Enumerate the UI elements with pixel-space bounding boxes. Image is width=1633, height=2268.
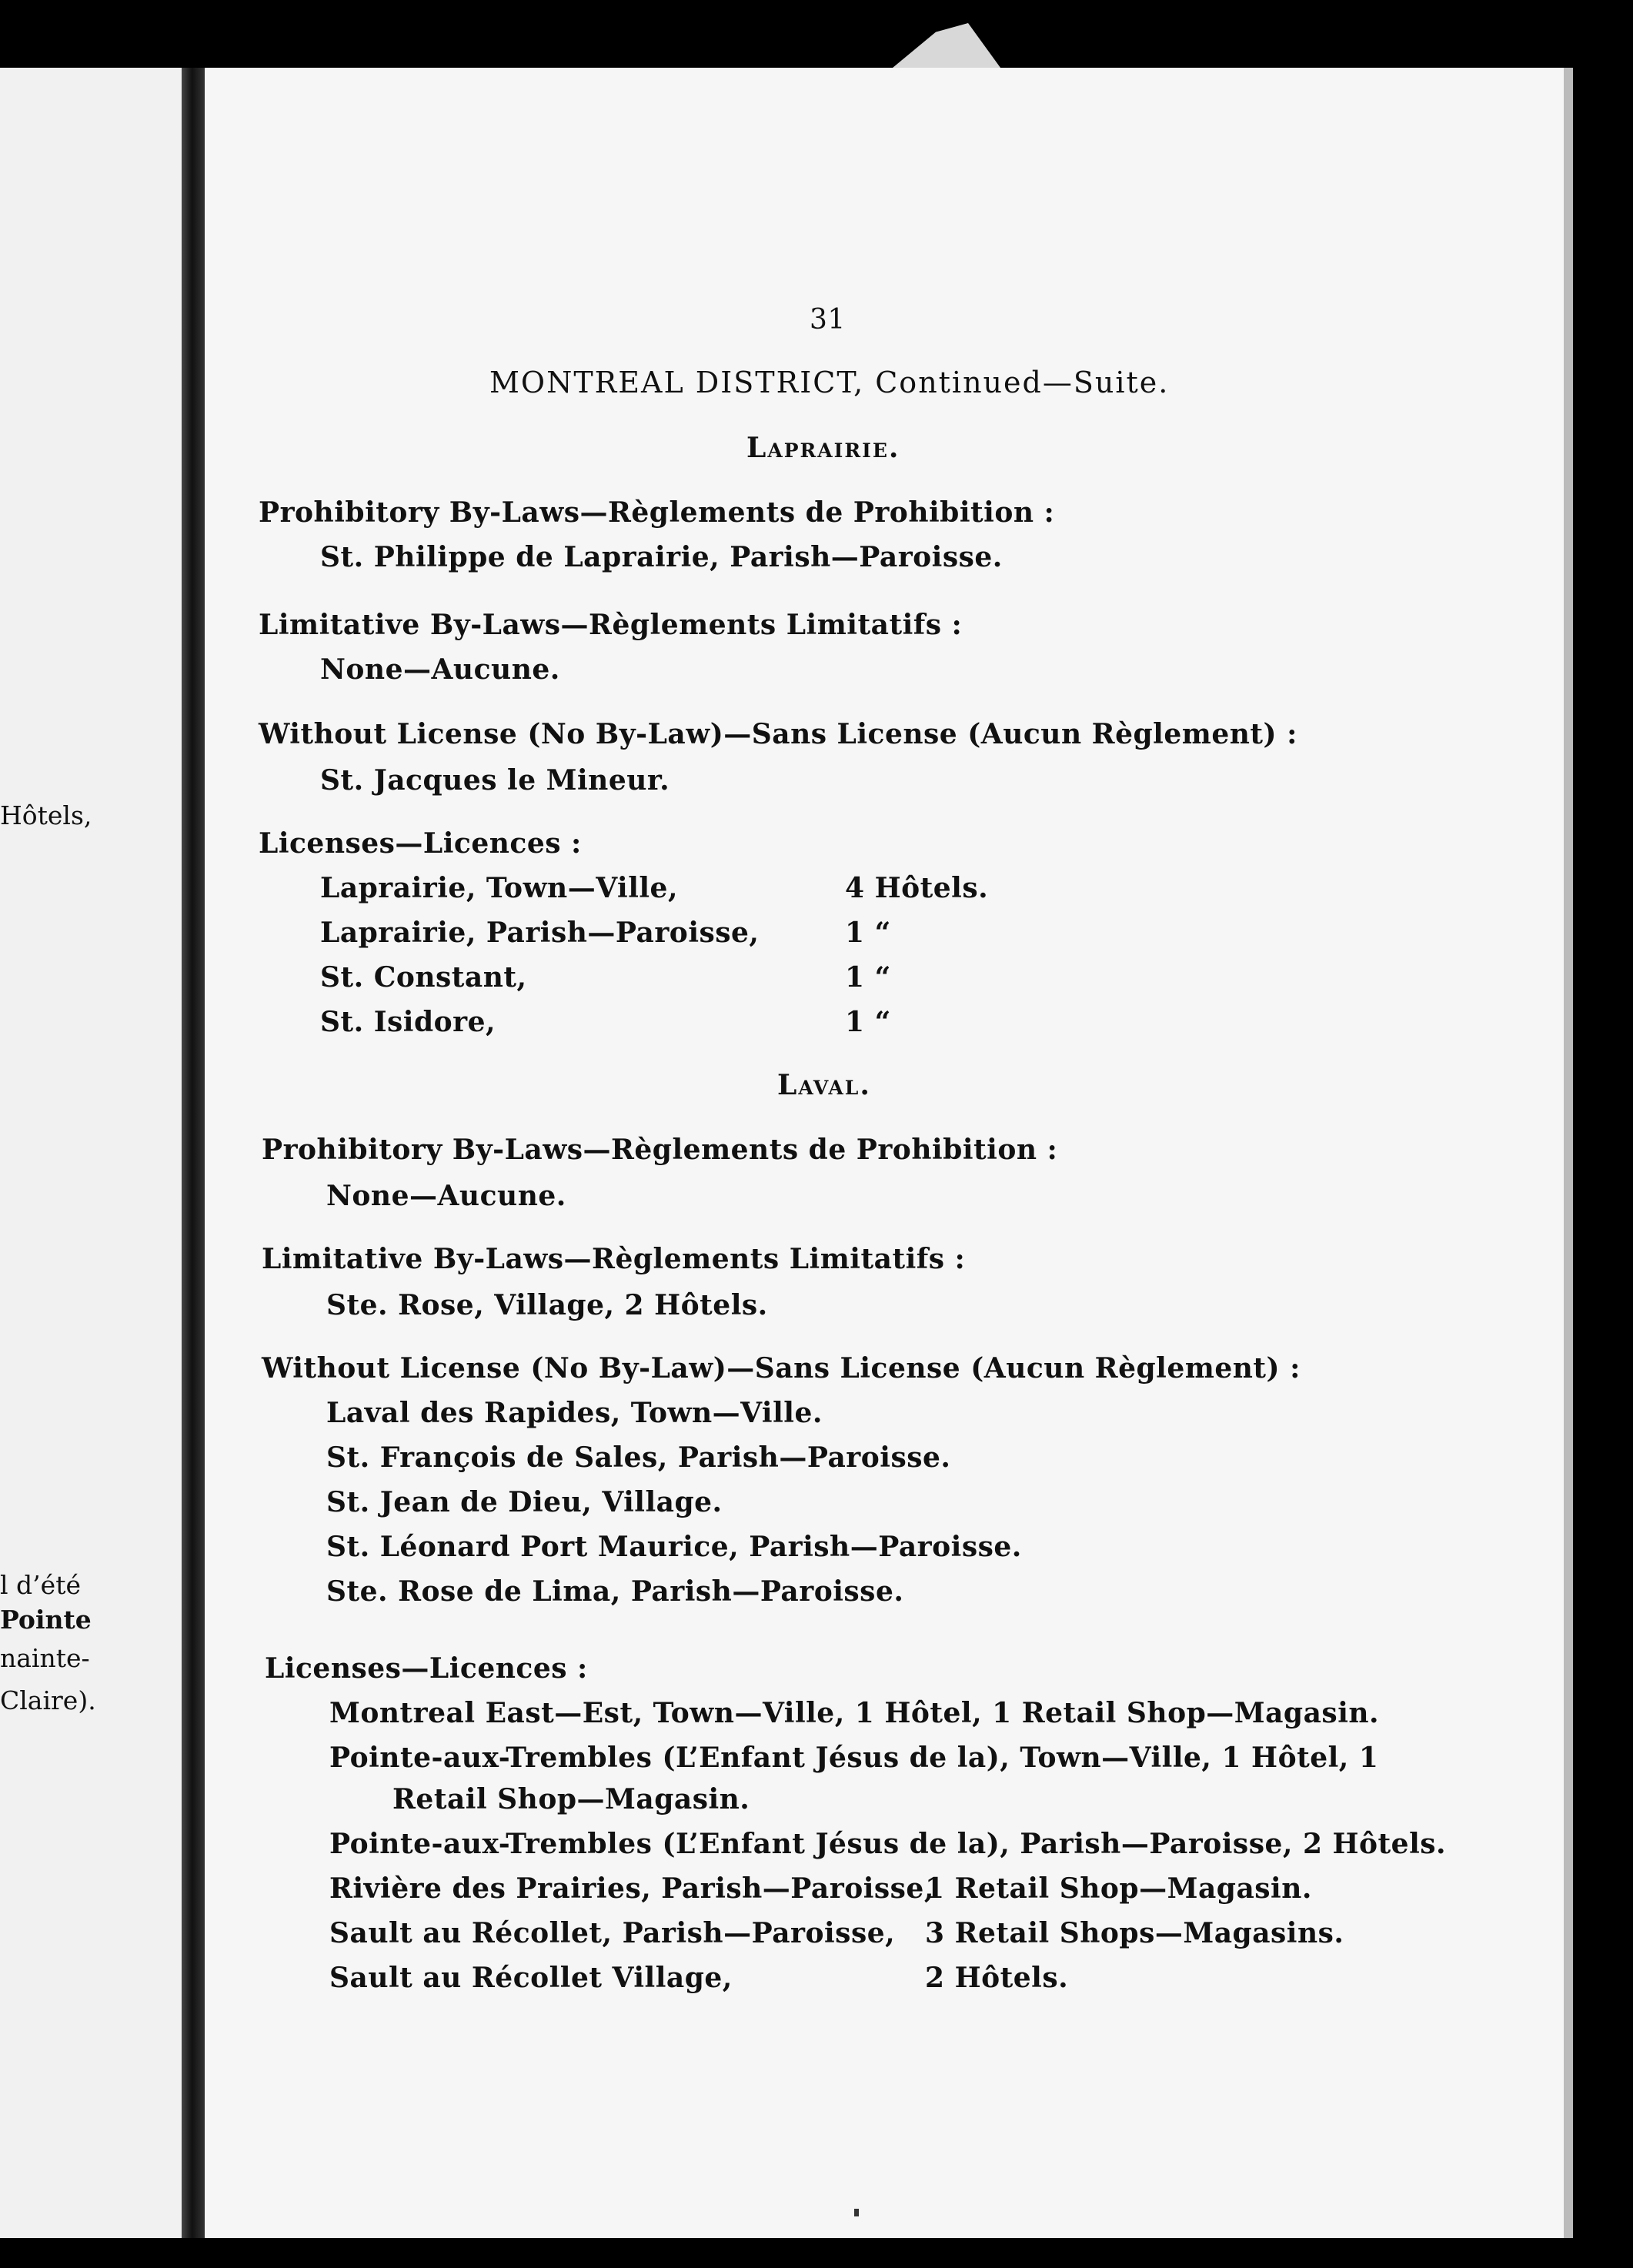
list-item: St. Léonard Port Maurice, Parish—Paroisse. (326, 1531, 1022, 1563)
license-count: 4 Hôtels. (845, 872, 989, 904)
book-gutter (182, 68, 205, 2238)
left-fragment: l d’été (0, 1570, 81, 1600)
license-place: Sault au Récollet Village, (329, 1962, 733, 1994)
list-item: Ste. Rose, Village, 2 Hôtels. (326, 1289, 768, 1321)
page-title: MONTREAL DISTRICT, Continued—Suite. (489, 366, 1170, 399)
list-item: St. Philippe de Laprairie, Parish—Paroisse. (320, 541, 1003, 573)
section-heading-laval: Laval. (777, 1069, 871, 1101)
license-count: 1 “ (845, 961, 891, 994)
license-line: Retail Shop—Magasin. (392, 1783, 750, 1815)
list-item: None—Aucune. (326, 1180, 566, 1212)
limitative-label: Limitative By-Laws—Règlements Limitatifs : (259, 609, 963, 641)
ink-speck (854, 2209, 859, 2216)
left-fragment: nainte- (0, 1643, 90, 1673)
page-number: 31 (810, 304, 846, 336)
list-item: None—Aucune. (320, 653, 560, 686)
license-place: St. Constant, (320, 961, 527, 994)
section-heading-laprairie: Laprairie. (746, 432, 900, 464)
license-line: Pointe-aux-Trembles (L’Enfant Jésus de la), Town—Ville, 1 Hôtel, 1 (329, 1742, 1379, 1774)
license-place: Laprairie, Parish—Paroisse, (320, 917, 760, 949)
prohibitory-label: Prohibitory By-Laws—Règlements de Prohibition : (262, 1134, 1058, 1166)
list-item: St. François de Sales, Parish—Paroisse. (326, 1441, 951, 1474)
licenses-label: Licenses—Licences : (265, 1652, 588, 1685)
license-line: Pointe-aux-Trembles (L’Enfant Jésus de la), Parish—Paroisse, 2 Hôtels. (329, 1828, 1447, 1860)
prohibitory-label: Prohibitory By-Laws—Règlements de Prohibition : (259, 496, 1055, 529)
without-license-label: Without License (No By-Law)—Sans License (Aucun Règlement) : (259, 718, 1297, 750)
left-fragment: Hôtels, (0, 800, 92, 830)
license-place: Rivière des Prairies, Parish—Paroisse, (329, 1872, 934, 1905)
license-place: St. Isidore, (320, 1006, 496, 1038)
license-count: 2 Hôtels. (925, 1962, 1069, 1994)
page-edge (1564, 68, 1573, 2238)
left-fragment: Pointe (0, 1605, 92, 1635)
licenses-label: Licenses—Licences : (259, 827, 582, 860)
page-tab (893, 23, 1000, 68)
license-place: Laprairie, Town—Ville, (320, 872, 678, 904)
list-item: St. Jacques le Mineur. (320, 764, 670, 797)
left-page (0, 68, 182, 2238)
license-count: 1 Retail Shop—Magasin. (925, 1872, 1312, 1905)
license-count: 1 “ (845, 917, 891, 949)
limitative-label: Limitative By-Laws—Règlements Limitatifs : (262, 1243, 966, 1275)
list-item: St. Jean de Dieu, Village. (326, 1486, 723, 1518)
list-item: Laval des Rapides, Town—Ville. (326, 1397, 823, 1429)
list-item: Ste. Rose de Lima, Parish—Paroisse. (326, 1575, 904, 1608)
license-count: 3 Retail Shops—Magasins. (925, 1917, 1344, 1949)
license-count: 1 “ (845, 1006, 891, 1038)
license-place: Sault au Récollet, Parish—Paroisse, (329, 1917, 896, 1949)
without-license-label: Without License (No By-Law)—Sans License (Aucun Règlement) : (262, 1352, 1301, 1385)
license-line: Montreal East—Est, Town—Ville, 1 Hôtel, 1 Retail Shop—Magasin. (329, 1697, 1380, 1729)
left-fragment: Claire). (0, 1685, 96, 1715)
